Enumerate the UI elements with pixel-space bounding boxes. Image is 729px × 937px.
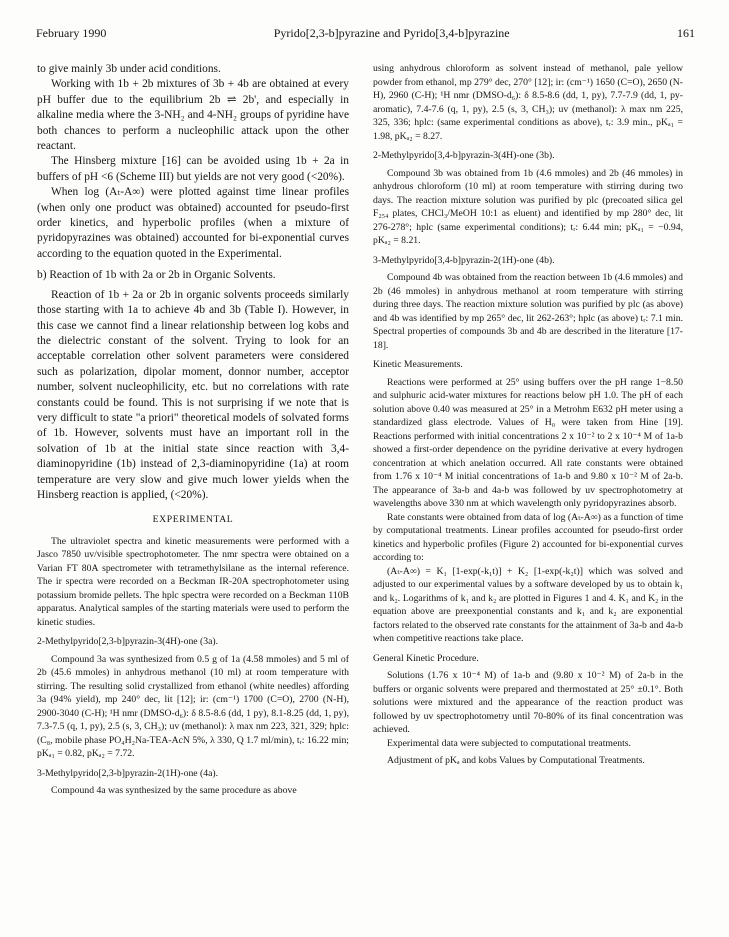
- paragraph: Solutions (1.76 x 10⁻⁴ M) of 1a-b and (9.80 x 10⁻² M) of 2a-b in the buffers or organic solvents were prepared and thermostated at 25° ±0.1°. Both solutions were mixtured and the appearance of the reaction product was followed by uv spectrophotometry until 70-80% of its final concentration was achieved.: [373, 670, 683, 735]
- paragraph: Adjustment of pKₐ and kobs Values by Computational Treatments.: [387, 755, 645, 766]
- section-heading: 3-Methylpyrido[3,4-b]pyrazin-2(1H)-one (4b).: [373, 254, 555, 266]
- paragraph: Compound 4a was synthesized by the same procedure as above: [51, 785, 297, 797]
- section-heading: 3-Methylpyrido[2,3-b]pyrazin-2(1H)-one (4a).: [37, 767, 219, 779]
- paragraph: Compound 4b was obtained from the reaction between 1b (4.6 mmoles) and 2b (46 mmoles) in anhydrous methanol at room temperature with stirring during three days. The reaction mixture solution was purified by plc (as above) and 4b was identified by mp 265° dec, lit 262-263°; hplc (as above) tᵣ: 7.1 min. Spectral properties of compounds 3b and 4b are described in the literature [17-18].: [373, 272, 683, 351]
- header-page-number: 161: [677, 26, 695, 40]
- header-running-title: Pyrido[2,3-b]pyrazine and Pyrido[3,4-b]pyrazine: [273, 26, 510, 40]
- paragraph: Compound 3a was synthesized from 0.5 g of 1a (4.58 mmoles) and 5 ml of 2b (45.6 mmoles) in anhydrous methanol (10 ml) at room temperature with stirring. The resulting solid crystallized from ethanol (white needles) affording 3a (94% yield), mp 240° dec, lit [12]; ir: (cm⁻¹) 1700 (C=O), 2700 (N-H), 2900-3040 (C-H); ¹H nmr (DMSO-d₆): δ 8.5-8.6 (dd, 1 py), 8.1-8.25 (dd, 1, py), 7.3-7.5 (q, 1, py), 2.5 (s, 3, CH₃); uv (methanol): λ max nm 223, 321, 329; hplc: (C₈, mobile phase PO₄H₂Na-TEA-AcN 5%, λ 330, Q 1.7 ml/min), tᵣ: 16.22 min; pKₐ₁ = 0.82, pKₐ₂ = 7.72.: [37, 653, 349, 760]
- paragraph: The Hinsberg mixture [16] can be avoided using 1b + 2a in buffers of pH <6 (Scheme III) but yields are not very good (<20%).: [37, 155, 349, 183]
- section-heading: Kinetic Measurements.: [373, 359, 463, 370]
- section-heading: 2-Methylpyrido[3,4-b]pyrazin-3(4H)-one (3b).: [373, 150, 555, 161]
- section-heading: EXPERIMENTAL: [152, 514, 234, 526]
- paragraph: Reactions were performed at 25° using buffers over the pH range 1−8.50 and sulphuric acid-water mixtures for reactions below pH 1.0. The pH of each solution above 0.40 was measured at 25° in a Metrohm E632 pH meter using a standardized glass electrode. Values of H₀ were taken from Hine [19]. Reactions performed with initial concentrations 2 x 10⁻² to 2 x 10⁻⁴ M of 1a-b showed a first-order dependence on the pyridine derivative at every hydrogen concentration at which anelation occurred. All rate constants were obtained from 1.76 x 10⁻⁴ M initial concentrations of 1a-b and 9.80 x 10⁻² M of 2a-b. The appearance of 3a-b and 4a-b was followed by uv spectrophotometry at wavelengths above 330 nm at which wavelength only pyridopyrazines absorb.: [373, 376, 683, 509]
- section-heading: General Kinetic Procedure.: [373, 652, 479, 664]
- paragraph: When log (Aₜ-A∞) were plotted against time linear profiles (when only one product was obtained) accounted for pseudo-first order kinetics, and hyperbolic profiles (when a mixture of pyridopyrazines was obtained) accounted for bi-exponential curves according to the equation quoted in the Experimental.: [37, 186, 349, 260]
- header-date: February 1990: [36, 26, 107, 40]
- paragraph: Working with 1b + 2b mixtures of 3b + 4b are obtained at every pH buffer due to the equilibrium 2b ⇌ 2b', and especially in alkaline media where the 3-NH₂ and 4-NH₂ groups of pyridine have both chances to perform a nucleophilic attack upon the other reactant.: [37, 78, 349, 153]
- paragraph: Compound 3b was obtained from 1b (4.6 mmoles) and 2b (46 mmoles) in anhydrous chloroform (10 ml) at room temperature with stirring during two days. The reaction mixture solution was purified by plc (precoated silica gel F₂₅₄ plates, CHCl₃/MeOH 10:1 as eluent) and identified by mp 280° dec, lit 276-278°; hplc (same experimental conditions); tᵣ: 6.44 min; pKₐ₁ = −0.94, pKₐ₂ = 8.21.: [373, 167, 683, 246]
- paragraph: to give mainly 3b under acid conditions.: [37, 63, 221, 75]
- page-header: [36, 26, 695, 44]
- paragraph: Reaction of 1b + 2a or 2b in organic solvents proceeds similarly those starting with 1a to achieve 4b and 3b (Table I). However, in this case we cannot find a linear relationship between log kobs and the dielectric constant of the solvent. Trying to look for an acceptable correlation other solvent parameters were considered such as polarization, dipolar moment, donnor number, acceptor number, solvent nucleophilicity, etc. but no correlations with rate constants could be found. This is not surprising if we note that is very difficult to state "a priori" theoretical models of solvated forms of 1b. However, solvents must have an important roll in the solvation of 1b at the initial state since reaction with 3,4-diaminopyridine (1b) instead of 2,3-diaminopyridine (1a) at room temperature are very slow and give much lower yields when the Hinsberg reaction is applied, (<20%).: [37, 288, 349, 501]
- section-heading: b) Reaction of 1b with 2a or 2b in Organic Solvents.: [37, 269, 276, 282]
- paragraph: Experimental data were subjected to computational treatments.: [387, 737, 631, 749]
- paragraph: using anhydrous chloroform as solvent instead of methanol, pale yellow powder from ethanol, mp 279° dec, 270° [12]; ir: (cm⁻¹) 1650 (C=O), 2650 (N-H), 2960 (C-H); ¹H nmr (DMSO-d₆): δ 8.5-8.6 (dd, 1, py), 7.7-7.9 (dd, 1, py-aromatic), 7.4-7.6 (q, 1, py), 2.5 (s, 3, CH₃); uv (methanol): λ max nm 225, 325, 336; hplc: (same experimental conditions as above), tᵣ: 3.9 min., pKₐ₁ = 1.98, pKₐ₂ = 8.27.: [373, 63, 683, 142]
- paragraph: Rate constants were obtained from data of log (Aₜ-A∞) as a function of time by computational treatments. Linear profiles accounted for pseudo-first order kinetics and hyperbolic profiles (Figure 2) accounted for bi-exponential curves according to:: [373, 511, 683, 563]
- right-column: [373, 62, 683, 921]
- section-heading: 2-Methylpyrido[2,3-b]pyrazin-3(4H)-one (3a).: [37, 636, 219, 648]
- paragraph: The ultraviolet spectra and kinetic measurements were performed with a Jasco 7850 uv/visible spectrophotometer. The nmr spectra were obtained on a Varian FT 80A spectrometer with tetramethylsilane as the internal reference. The ir spectra were recorded on a Beckman IR-20A spectrophotometer using potassium bromide pellets. The hplc spectra were recorded on a Beckman 110B apparatus. Analytical samples of the starting materials were used to perform the kinetic studies.: [37, 535, 349, 628]
- paragraph: (Aₜ-A∞) = K₁ [1-exp(-k₁t)] + K₂ [1-exp(-k₂t)] which was solved and adjusted to our experimental values by a software developed by us to obtain k₁ and k₂. Logarithms of k₁ and k₂ are plotted in Figures 1 and 4. K₁ and K₂ in the equation above are preexponential constants and k₁ and k₂ are exponential factors related to the observed rate constants for the attainment of 3a-b and 4a-b when competitive reactions take place.: [373, 565, 683, 644]
- left-column: [37, 62, 349, 921]
